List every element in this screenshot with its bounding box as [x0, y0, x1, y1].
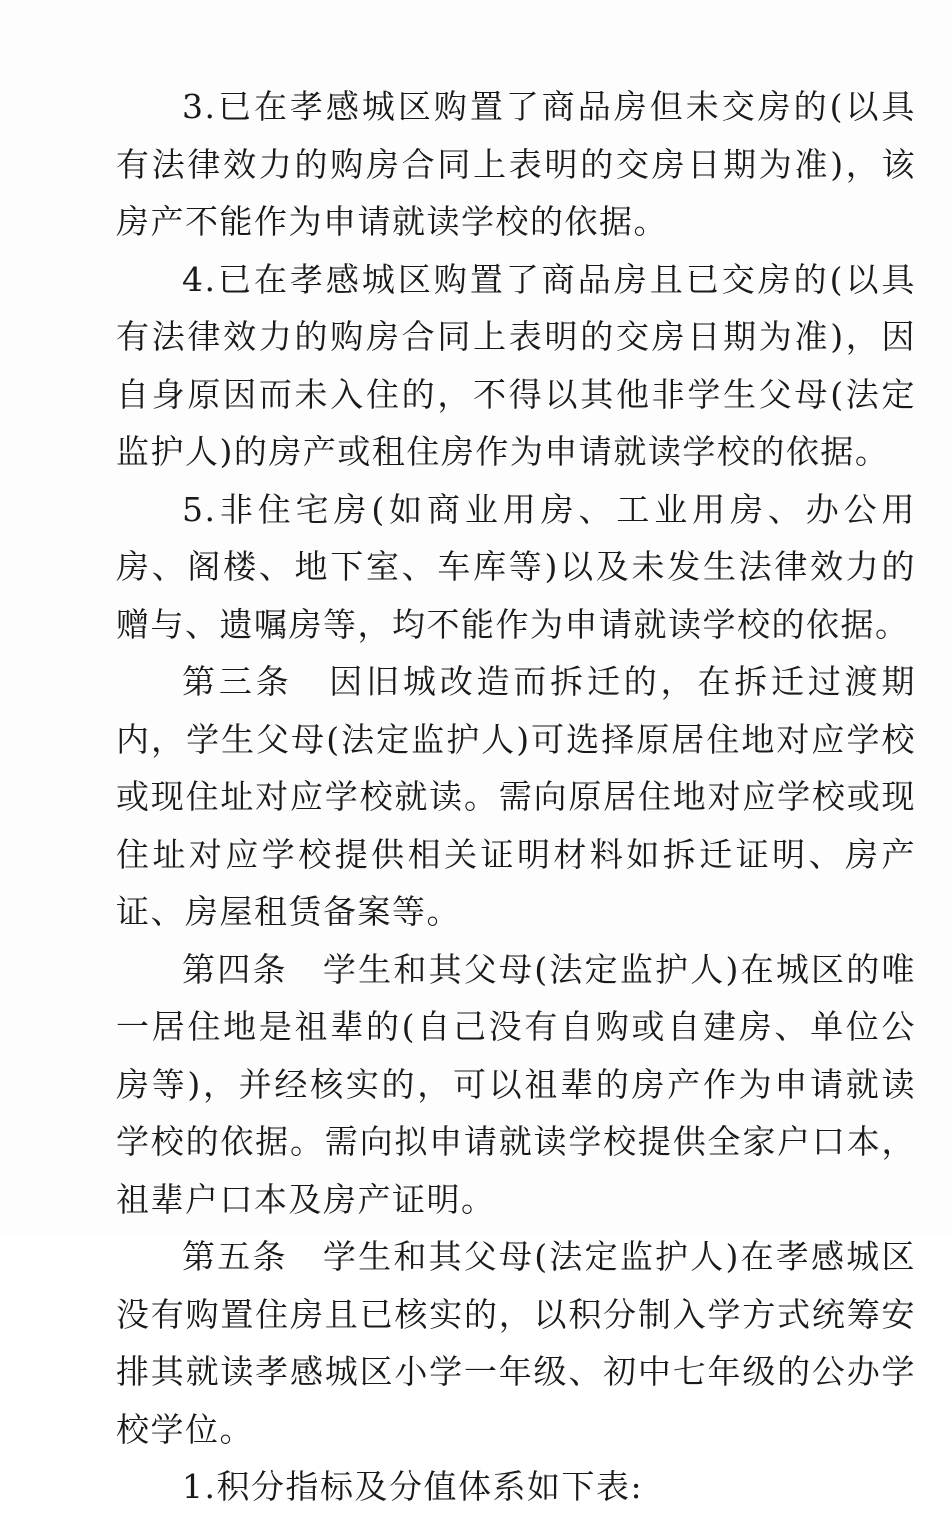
paragraph-article-4: 第四条 学生和其父母(法定监护人)在城区的唯一居住地是祖辈的(自己没有自购或自建房、单位公房等)，并经核实的，可以祖辈的房产作为申请就读学校的依据。需向拟申请就读学校提供全家户口本，祖辈户口本及房产证明。 [116, 949, 916, 1219]
document-body [116, 78, 916, 1516]
paragraph-item-4: 4.已在孝感城区购置了商品房且已交房的(以具有法律效力的购房合同上表明的交房日期为准)，因自身原因而未入住的，不得以其他非学生父母(法定监护人)的房产或租住房作为申请就读学校的依据。 [116, 259, 916, 471]
paragraph-item-3: 3.已在孝感城区购置了商品房但未交房的(以具有法律效力的购房合同上表明的交房日期为准)，该房产不能作为申请就读学校的依据。 [116, 87, 916, 241]
paragraph-points-table-intro: 1.积分指标及分值体系如下表: [182, 1467, 644, 1506]
paragraph-article-3: 第三条 因旧城改造而拆迁的，在拆迁过渡期内，学生父母(法定监护人)可选择原居住地对应学校或现住址对应学校就读。需向原居住地对应学校或现住址对应学校提供相关证明材料如拆迁证明、房产证、房屋租赁备案等。 [116, 662, 916, 931]
paragraph-item-5: 5.非住宅房(如商业用房、工业用房、办公用房、阁楼、地下室、车库等)以及未发生法律效力的赠与、遗嘱房等，均不能作为申请就读学校的依据。 [116, 489, 916, 644]
paragraph-article-5: 第五条 学生和其父母(法定监护人)在孝感城区没有购置住房且已核实的，以积分制入学方式统筹安排其就读孝感城区小学一年级、初中七年级的公办学校学位。 [116, 1237, 916, 1449]
